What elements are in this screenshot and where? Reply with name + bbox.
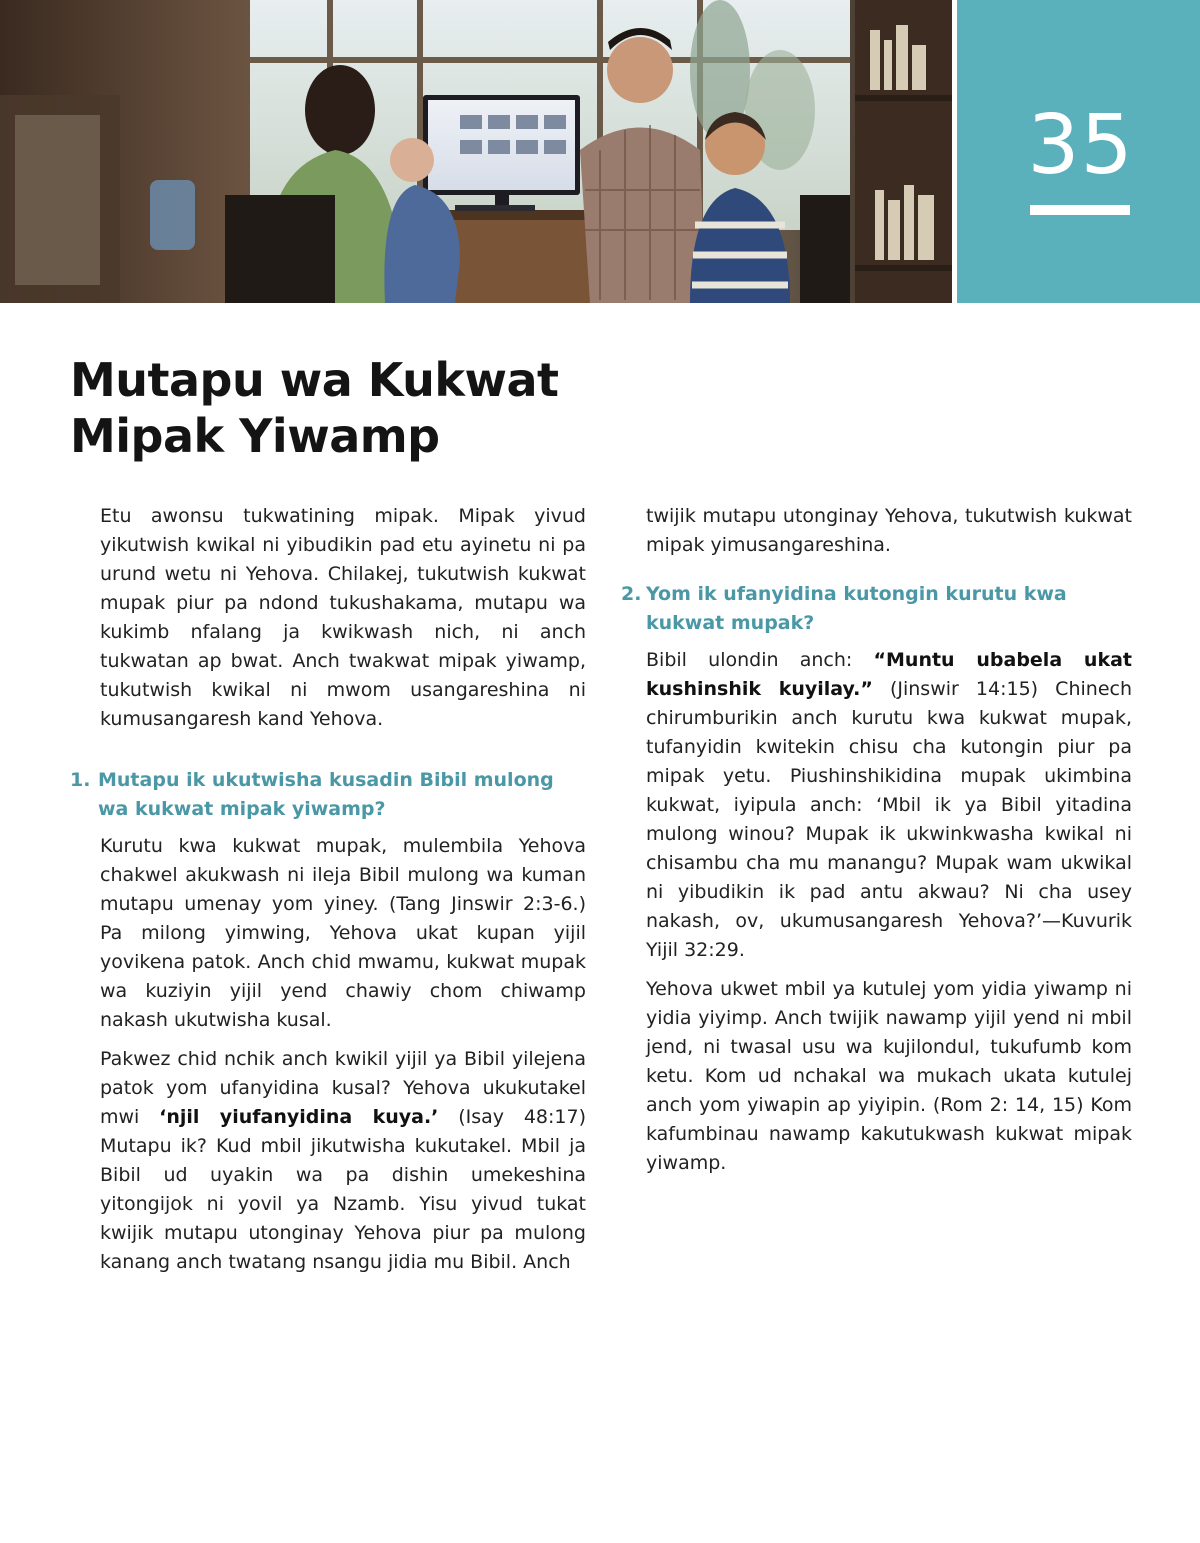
question-1-text: Mutapu ik ukutwisha kusadin Bibil mulong wa kukwat mipak yiwamp? xyxy=(98,769,554,820)
title-line-2: Mipak Yiwamp xyxy=(70,409,440,463)
badge-underline xyxy=(1030,205,1130,215)
paragraph-1: Kurutu kwa kukwat mupak, mulembila Yehova chakwel akukwash ni ileja Bibil mulong wa kuman mutapu umenay yom yiney. (Tang Jinswir 2:3-6.) Pa milong yimwing, Yehova ukat kupan yijil yovikena patok. Anch chid mwamu, kukwat mupak wa kuziyin yijil yend chawiy chom chiwamp nakash ukutwisha kusal. xyxy=(100,835,586,1031)
question-2-number: 2. xyxy=(621,583,642,605)
family-at-computer-illustration xyxy=(0,0,952,303)
right-column xyxy=(621,502,1133,1188)
left-column xyxy=(70,502,586,1287)
paragraph-3-part-b: (Jinswir 14:15) Chinech chirumburikin anch kurutu kwa kukwat mupak, tufanyidin kwitekin chisu cha kutongin piur pa mipak yetu. Piushinshikidina mupak ukimbina kukwat, iyipula anch: ‘Mbil ik ya Bibil yitadina mulong winou? Mupak ik ukwinkwasha kwikal ni chisambu cha mu manangu? Mupak wam ukwikal ni yibudikin ik pad antu akwau? Ni cha usey nakash, ov, ukumusangaresh Yehova?’—Kuvurik Yijil 32:29. xyxy=(646,678,1132,961)
intro-paragraph: Etu awonsu tukwatining mipak. Mipak yivud yikutwish kwikal ni yibudikin pad etu ayinetu ni pa urund wetu ni Yehova. Chilakej, tukutwish kukwat mupak piur pa ndond tukushakama, mutapu wa kukimb nfalang ja kwikwash nich, ni anch tukwatan ap bwat. Anch twakwat mipak yiwamp, tukutwish kwikal ni mwom usangareshina ni kumusangaresh kand Yehova. xyxy=(100,505,586,730)
question-1 xyxy=(70,766,586,824)
title-line-1: Mutapu wa Kukwat xyxy=(70,353,559,407)
lesson-number-badge xyxy=(957,0,1200,303)
paragraph-2-continued: twijik mutapu utonginay Yehova, tukutwish kukwat mipak yimusangareshina. xyxy=(646,505,1132,556)
paragraph-4: Yehova ukwet mbil ya kutulej yom yidia yiwamp ni yidia yiyimp. Anch twijik nawamp yijil yend ni mbil jend, ni twasal usu wa kujilondul, tukufumb kom ketu. Kom ud nchakal wa mukach ukata kutulej anch yom yiwapin ap yiyipin. (Rom 2: 14, 15) Kom kafumbinau nawamp kakutukwash kukwat mipak yiwamp. xyxy=(646,978,1132,1174)
page-title xyxy=(70,352,559,464)
question-2-text: Yom ik ufanyidina kutongin kurutu kwa kukwat mupak? xyxy=(646,583,1067,634)
paragraph-3-part-a: Bibil ulondin anch: xyxy=(646,649,874,671)
paragraph-3-quote: “Muntu ubabela ukat kushinshik kuyilay.” xyxy=(646,649,1133,700)
paragraph-3 xyxy=(646,646,1132,965)
lesson-number: 35 xyxy=(1027,98,1134,193)
paragraph-2-part-a: Pakwez chid nchik anch kwikil yijil ya Bibil yilejena patok yom ufanyidina kusal? Yehova ukukutakel mwi xyxy=(100,1048,586,1128)
question-2 xyxy=(621,580,1132,638)
paragraph-2-part-b: (Isay 48:17) Mutapu ik? Kud mbil jikutwisha kukutakel. Mbil ja Bibil ud uyakin wa pa dishin umekeshina yitongijok ni yovil ya Nzamb. Yisu yivud tukat kwijik mutapu utonginay Yehova piur pa mulong kanang anch twatang nsangu jidia mu Bibil. Anch xyxy=(100,1106,586,1273)
hero-photo xyxy=(0,0,952,303)
question-1-number: 1. xyxy=(70,769,91,791)
paragraph-2 xyxy=(100,1045,586,1277)
paragraph-2-quote: ‘njil yiufanyidina kuya.’ xyxy=(159,1106,439,1128)
